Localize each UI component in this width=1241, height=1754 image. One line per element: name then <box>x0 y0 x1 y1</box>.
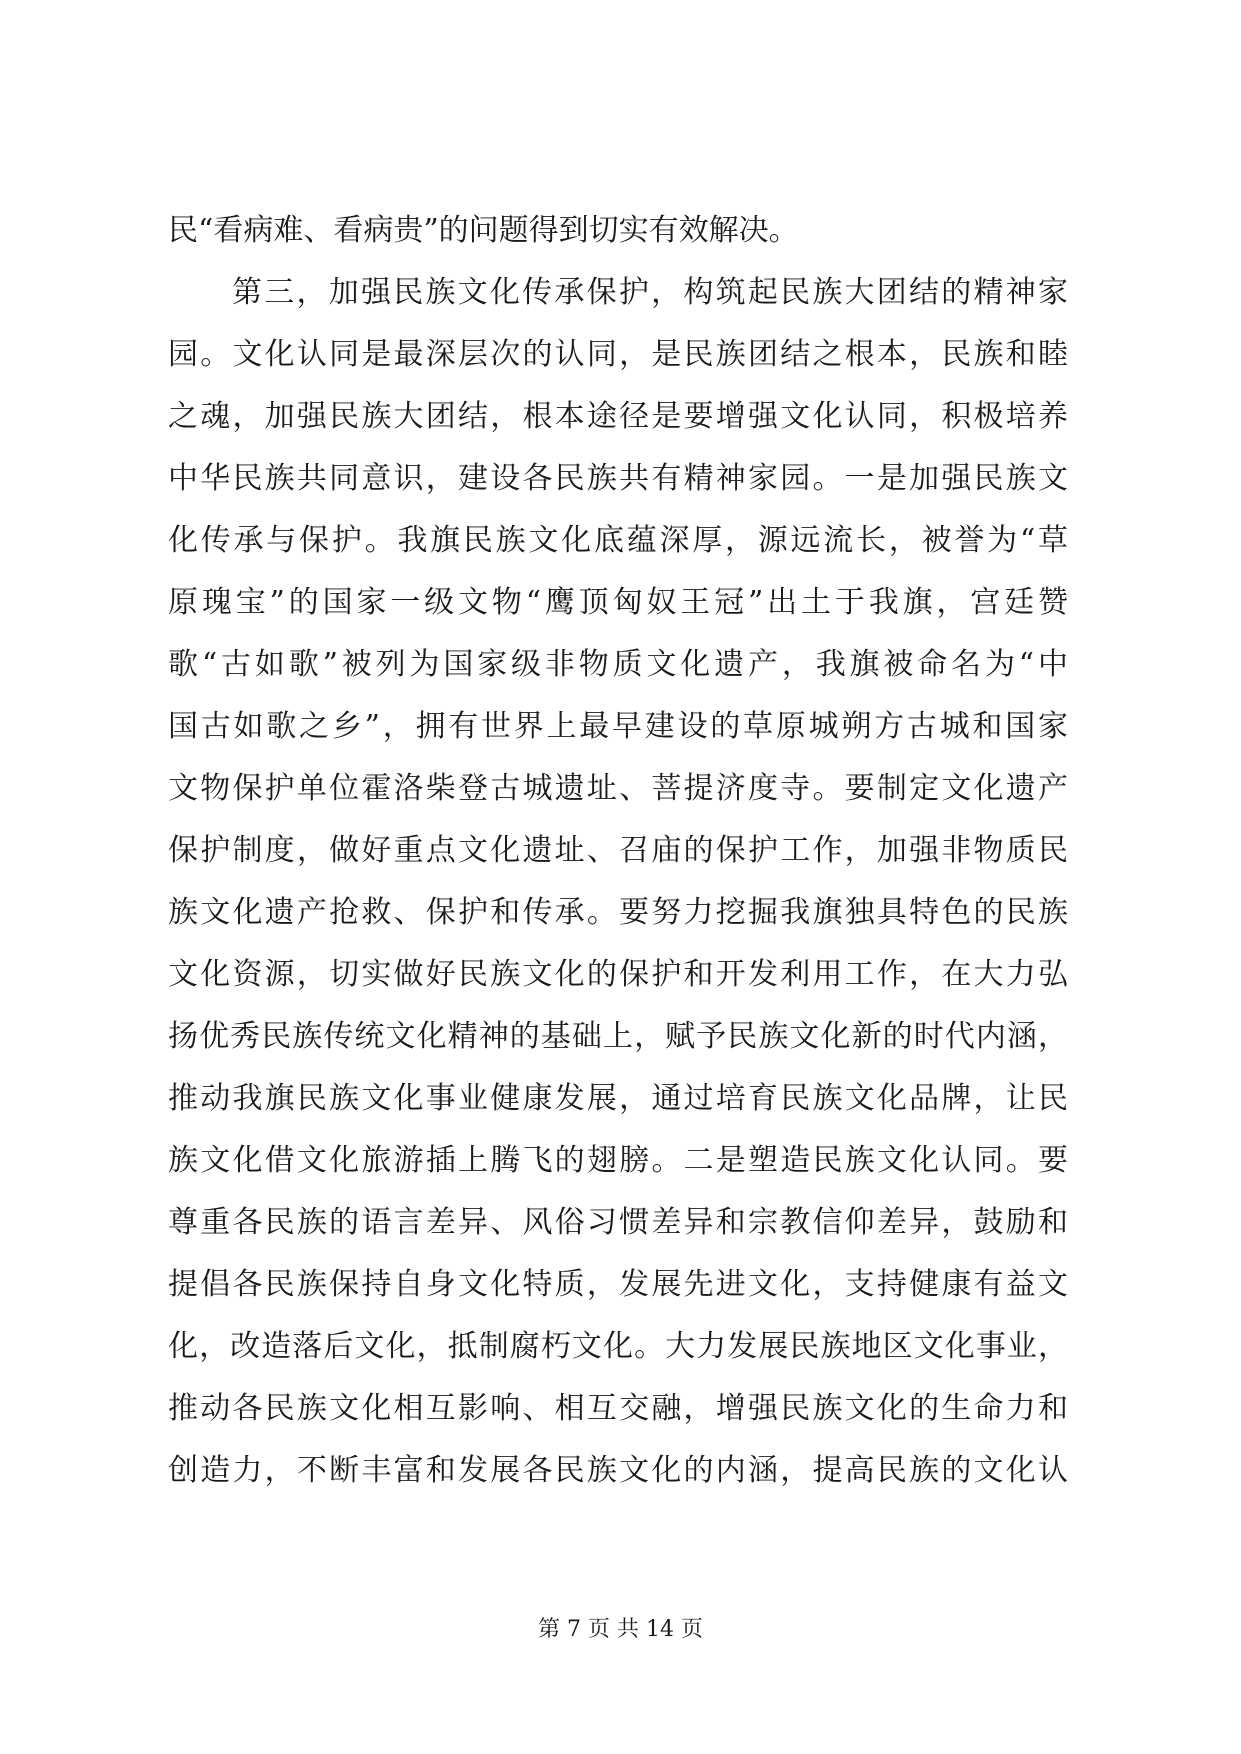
text-line: 保护制度，做好重点文化遗址、召庙的保护工作，加强非物质民 <box>168 833 1068 868</box>
page-number-footer: 第 7 页 共 14 页 <box>538 1617 703 1642</box>
text-line: 提倡各民族保持自身文化特质，发展先进文化，支持健康有益文 <box>168 1267 1068 1302</box>
text-line: 族文化借文化旅游插上腾飞的翅膀。二是塑造民族文化认同。要 <box>168 1143 1068 1178</box>
text-line: 推动我旗民族文化事业健康发展，通过培育民族文化品牌，让民 <box>168 1081 1068 1116</box>
text-line: 民“看病难、看病贵”的问题得到切实有效解决。 <box>168 213 799 248</box>
text-line: 文化资源，切实做好民族文化的保护和开发利用工作，在大力弘 <box>168 957 1068 992</box>
text-line: 文物保护单位霍洛柴登古城遗址、菩提济度寺。要制定文化遗产 <box>168 771 1068 806</box>
text-line: 中华民族共同意识，建设各民族共有精神家园。一是加强民族文 <box>168 461 1068 496</box>
text-line: 国古如歌之乡”，拥有世界上最早建设的草原城朔方古城和国家 <box>168 709 1068 744</box>
text-line: 化，改造落后文化，抵制腐朽文化。大力发展民族地区文化事业， <box>168 1329 1068 1364</box>
text-line: 族文化遗产抢救、保护和传承。要努力挖掘我旗独具特色的民族 <box>168 895 1068 930</box>
text-line: 推动各民族文化相互影响、相互交融，增强民族文化的生命力和 <box>168 1391 1068 1426</box>
text-line: 化传承与保护。我旗民族文化底蕴深厚，源远流长，被誉为“草 <box>168 523 1068 558</box>
text-line: 歌“古如歌”被列为国家级非物质文化遗产，我旗被命名为“中 <box>168 647 1068 682</box>
body-text <box>168 200 1068 1502</box>
text-line: 原瑰宝”的国家一级文物“鹰顶匈奴王冠”出土于我旗，宫廷赞 <box>168 585 1068 620</box>
text-line: 之魂，加强民族大团结，根本途径是要增强文化认同，积极培养 <box>168 399 1068 434</box>
text-line: 创造力，不断丰富和发展各民族文化的内涵，提高民族的文化认 <box>168 1453 1068 1488</box>
text-line: 扬优秀民族传统文化精神的基础上，赋予民族文化新的时代内涵， <box>168 1019 1068 1054</box>
text-line: 第三，加强民族文化传承保护，构筑起民族大团结的精神家 <box>232 275 1068 310</box>
text-line: 尊重各民族的语言差异、风俗习惯差异和宗教信仰差异，鼓励和 <box>168 1205 1068 1240</box>
text-line: 园。文化认同是最深层次的认同，是民族团结之根本，民族和睦 <box>168 337 1068 372</box>
